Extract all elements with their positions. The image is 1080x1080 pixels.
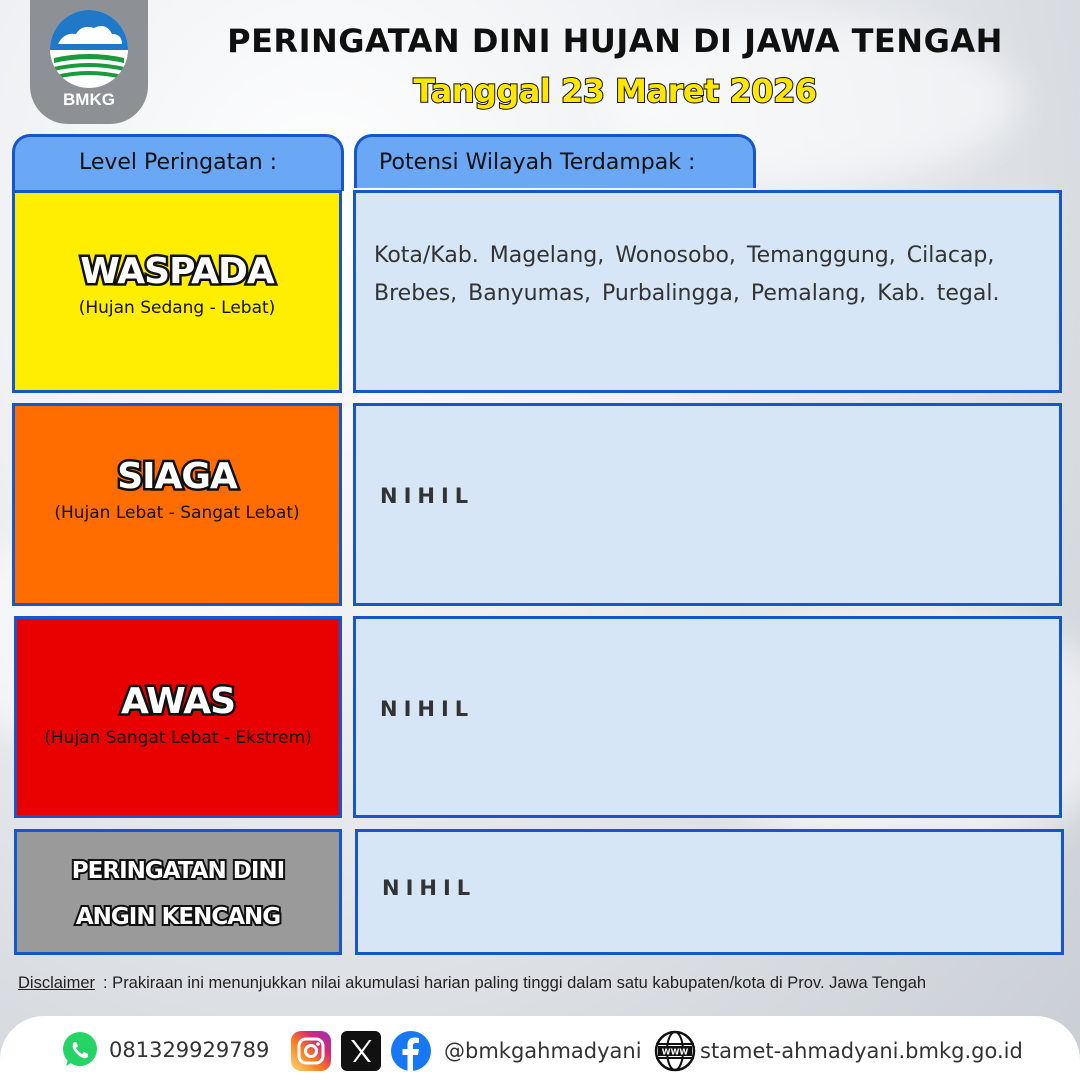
level-name: SIAGA (117, 456, 237, 497)
logo-label: BMKG (63, 90, 115, 109)
area-list: Kota/Kab. Magelang, Wonosobo, Temanggung, Cilacap, Brebes, Banyumas, Purbalingga, Pemalang, Kab. tegal. (374, 243, 1000, 306)
page-title: PERINGATAN DINI HUJAN DI JAWA TENGAH (227, 22, 1003, 60)
phone-number: 081329929789 (109, 1038, 270, 1062)
area-nihil: NIHIL (380, 484, 475, 508)
whatsapp-icon (60, 1030, 100, 1070)
website-link[interactable] (654, 1030, 1023, 1072)
area-siaga (353, 403, 1062, 606)
area-awas (353, 616, 1062, 818)
area-nihil: NIHIL (382, 876, 477, 900)
level-siaga (12, 403, 342, 606)
bmkg-logo (30, 0, 148, 124)
social-handle: @bmkgahmadyani (444, 1039, 642, 1063)
level-desc: (Hujan Sangat Lebat - Ekstrem) (44, 728, 312, 748)
disclaimer-label: Disclaimer (18, 974, 96, 992)
social-links (290, 1030, 642, 1072)
level-desc: (Hujan Sedang - Lebat) (78, 298, 276, 318)
x-icon[interactable] (340, 1030, 382, 1072)
disclaimer (18, 974, 926, 993)
level-name: AWAS (120, 681, 236, 722)
phone-contact[interactable] (60, 1030, 269, 1070)
column-header-area: Potensi Wilayah Terdampak : (354, 134, 756, 188)
level-name: WASPADA (80, 251, 274, 292)
level-desc: (Hujan Lebat - Sangat Lebat) (54, 503, 300, 523)
level-name-line2: ANGIN KENCANG (75, 904, 281, 930)
level-angin-kencang (14, 829, 342, 955)
level-waspada (12, 190, 342, 393)
svg-text:WWW: WWW (661, 1047, 689, 1057)
footer (0, 1016, 1080, 1080)
area-waspada (353, 190, 1062, 393)
globe-icon (654, 1030, 696, 1072)
level-awas (14, 616, 342, 818)
instagram-icon[interactable] (290, 1030, 332, 1072)
disclaimer-text: : Prakiraan ini menunjukkan nilai akumulasi harian paling tinggi dalam satu kabupaten/kota di Prov. Jawa Tengah (103, 974, 927, 992)
facebook-icon[interactable] (390, 1030, 432, 1072)
area-angin-kencang (355, 829, 1064, 955)
column-header-level: Level Peringatan : (12, 134, 344, 191)
area-nihil: NIHIL (380, 697, 475, 721)
bmkg-emblem-icon (50, 10, 128, 88)
website-url: stamet-ahmadyani.bmkg.go.id (700, 1039, 1023, 1063)
level-name-line1: PERINGATAN DINI (71, 858, 285, 884)
page-date: Tanggal 23 Maret 2026 (413, 72, 817, 110)
